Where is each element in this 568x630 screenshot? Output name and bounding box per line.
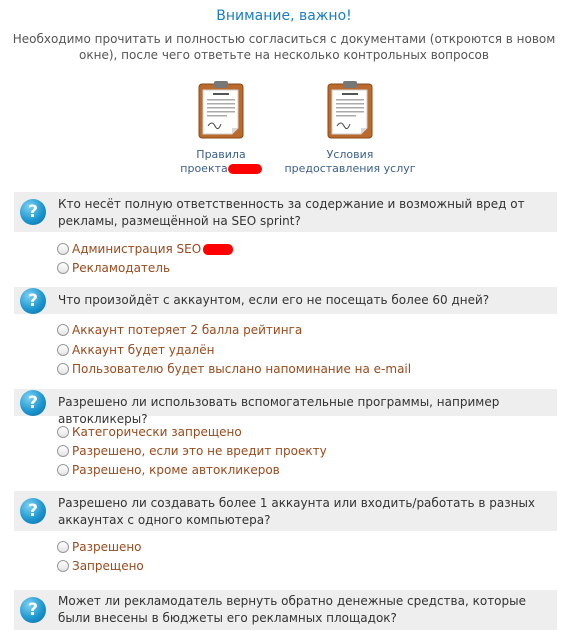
answer-option[interactable]: Администрация SEO (57, 240, 233, 258)
radio-button[interactable] (57, 445, 69, 457)
page-title: Внимание, важно! (216, 8, 352, 24)
question-text: Может ли рекламодатель вернуть обратно денежные средства, которые были внесены в бюджеты его рекламных площадок? (58, 594, 526, 625)
answer-option[interactable]: Разрешено, если это не вредит проекту (57, 442, 327, 460)
question-text: Что произойдёт с аккаунтом, если его не посещать более 60 дней? (58, 293, 490, 307)
answer-option[interactable]: Запрещено (57, 557, 144, 575)
answer-option[interactable]: Пользователю будет выслано напоминание на e-mail (57, 360, 411, 378)
contract-document-icon (325, 78, 375, 140)
doc-rules-caption: Правила проекта (146, 148, 296, 176)
doc-rules-link[interactable] (146, 78, 296, 176)
question-2 (14, 287, 557, 314)
instructions-text: Необходимо прочитать и полностью согласиться с документами (откроются в новом окне), после чего ответьте на несколько контрольных вопросов (12, 32, 556, 62)
radio-button[interactable] (57, 560, 69, 572)
answer-option[interactable]: Категорически запрещено (57, 423, 242, 441)
answer-option[interactable]: Разрешено, кроме автокликеров (57, 461, 280, 479)
question-text: Кто несёт полную ответственность за содержание и возможный вред от рекламы, размещённой на SEO sprint? (58, 197, 525, 228)
question-3 (14, 389, 557, 426)
radio-button[interactable] (57, 344, 69, 356)
doc-terms-link[interactable] (275, 78, 425, 176)
radio-button[interactable] (57, 541, 69, 553)
contract-document-icon (196, 78, 246, 140)
answer-option[interactable]: Аккаунт будет удалён (57, 341, 214, 359)
radio-button[interactable] (57, 426, 69, 438)
radio-button[interactable] (57, 324, 69, 336)
help-question-icon: ? (20, 597, 46, 623)
question-5 (14, 590, 557, 630)
question-4 (14, 491, 557, 531)
doc-terms-caption: Условия предоставления услуг (284, 148, 416, 175)
help-question-icon: ? (20, 498, 46, 524)
answer-option[interactable]: Разрешено (57, 538, 142, 556)
radio-button[interactable] (57, 464, 69, 476)
radio-button[interactable] (57, 262, 69, 274)
help-question-icon: ? (20, 288, 46, 314)
question-text: Разрешено ли создавать более 1 аккаунта или входить/работать в разных аккаунтах с одного компьютера? (58, 496, 536, 527)
radio-button[interactable] (57, 243, 69, 255)
redaction-mark (203, 244, 233, 255)
help-question-icon: ? (20, 390, 46, 416)
radio-button[interactable] (57, 363, 69, 375)
redaction-mark (228, 164, 262, 174)
help-question-icon: ? (20, 199, 46, 225)
question-text: Разрешено ли использовать вспомогательные программы, например автокликеры? (58, 395, 500, 426)
answer-option[interactable]: Рекламодатель (57, 259, 170, 277)
answer-option[interactable]: Аккаунт потеряет 2 балла рейтинга (57, 321, 302, 339)
question-1 (14, 192, 557, 232)
